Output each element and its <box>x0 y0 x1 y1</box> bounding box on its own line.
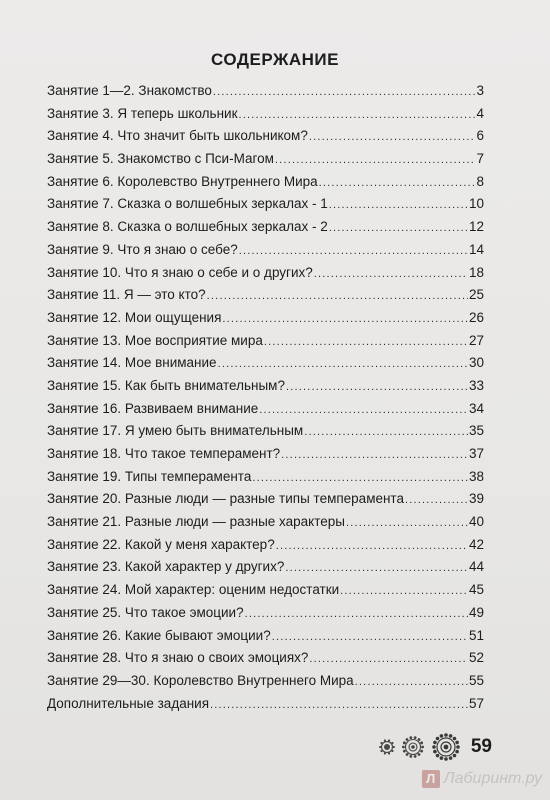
toc-dot-leader <box>218 353 468 376</box>
toc-entry-page: 34 <box>468 400 484 416</box>
toc-entry-title: Занятие 20. Разные люди — разные типы темперамента <box>47 491 404 507</box>
toc-dot-leader <box>405 489 468 512</box>
toc-dot-leader <box>346 512 468 535</box>
toc-entry-page: 42 <box>468 536 484 552</box>
toc-entry-page: 26 <box>468 309 484 325</box>
toc-entry-title: Занятие 14. Мое внимание <box>47 355 217 371</box>
table-of-contents <box>47 80 484 715</box>
toc-dot-leader <box>276 535 468 558</box>
toc-dot-leader <box>275 149 476 172</box>
toc-dot-leader <box>309 648 468 671</box>
toc-entry <box>47 216 484 239</box>
toc-dot-leader <box>239 240 468 263</box>
toc-entry <box>47 625 484 648</box>
toc-entry-page: 44 <box>468 559 484 575</box>
toc-entry-page: 37 <box>468 446 484 461</box>
toc-entry <box>47 125 484 148</box>
toc-entry-page: 27 <box>468 332 484 348</box>
toc-dot-leader <box>314 263 468 286</box>
toc-entry <box>47 262 484 285</box>
toc-entry-page: 35 <box>468 423 484 439</box>
toc-entry <box>47 670 484 693</box>
toc-entry-title: Занятие 13. Мое восприятие мира <box>47 332 263 348</box>
toc-entry-title: Занятие 15. Как быть внимательным? <box>47 377 285 393</box>
toc-entry-page: 30 <box>468 355 484 371</box>
flower-ornament-icon <box>431 732 461 762</box>
toc-entry-page: 33 <box>468 377 484 393</box>
toc-dot-leader <box>304 421 468 444</box>
toc-entry <box>47 80 484 103</box>
flower-ornament-icon <box>401 735 425 759</box>
toc-entry-page: 40 <box>468 514 484 530</box>
toc-entry-page: 39 <box>468 491 484 507</box>
toc-entry-page: 4 <box>476 105 484 121</box>
toc-entry <box>47 148 484 171</box>
toc-dot-leader <box>281 444 468 467</box>
toc-entry <box>47 398 484 421</box>
toc-entry <box>47 330 484 353</box>
toc-entry-page: 55 <box>468 672 484 688</box>
toc-entry <box>47 420 484 443</box>
toc-entry-title: Занятие 21. Разные люди — разные характеры <box>47 514 345 530</box>
toc-dot-leader <box>340 580 468 603</box>
toc-entry <box>47 488 484 511</box>
toc-entry-page: 51 <box>468 627 484 643</box>
toc-dot-leader <box>222 308 468 331</box>
page-number: 59 <box>470 736 492 757</box>
toc-entry-page: 45 <box>468 582 484 598</box>
toc-entry-title: Занятие 26. Какие бывают эмоции? <box>47 627 271 643</box>
toc-entry-page: 10 <box>468 196 484 212</box>
toc-entry-title: Занятие 6. Королевство Внутреннего Мира <box>47 173 318 189</box>
toc-entry <box>47 443 484 466</box>
flower-ornament-icon <box>379 739 395 755</box>
toc-dot-leader <box>264 331 468 354</box>
toc-entry-title: Занятие 17. Я умею быть внимательным <box>47 423 304 439</box>
toc-entry-title: Занятие 5. Знакомство с Пси-Магом <box>47 151 274 167</box>
toc-entry-page: 6 <box>476 128 484 144</box>
toc-entry-title: Занятие 24. Мой характер: оценим недостатки <box>47 582 340 598</box>
toc-entry-page: 7 <box>476 151 484 167</box>
toc-entry <box>47 171 484 194</box>
toc-entry <box>47 579 484 602</box>
toc-entry-page: 38 <box>468 468 484 484</box>
toc-entry <box>47 602 484 625</box>
toc-dot-leader <box>210 694 468 717</box>
toc-entry-title: Занятие 22. Какой у меня характер? <box>47 536 275 552</box>
toc-entry-title: Занятие 10. Что я знаю о себе и о других? <box>47 264 313 280</box>
toc-entry-page: 49 <box>468 604 484 620</box>
toc-entry-title: Занятие 12. Мои ощущения <box>47 309 222 325</box>
toc-entry <box>47 534 484 557</box>
toc-entry-title: Занятие 16. Развиваем внимание <box>47 400 259 416</box>
toc-entry-page: 14 <box>468 241 484 257</box>
toc-entry <box>47 193 484 216</box>
toc-entry-page: 25 <box>468 287 484 303</box>
toc-entry-title: Занятие 29—30. Королевство Внутреннего Мира <box>47 672 354 688</box>
toc-entry-title: Занятие 23. Какой характер у других? <box>47 559 285 575</box>
toc-entry-title: Занятие 7. Сказка о волшебных зеркалах - 1 <box>47 196 328 212</box>
page-footer <box>379 732 492 762</box>
toc-entry <box>47 239 484 262</box>
toc-dot-leader <box>286 376 468 399</box>
toc-entry <box>47 466 484 489</box>
toc-entry-title: Занятие 11. Я — это кто? <box>47 287 206 303</box>
watermark-logo-icon: Л <box>422 770 440 788</box>
toc-dot-leader <box>355 671 468 694</box>
toc-entry-page: 8 <box>476 173 484 189</box>
page-title: СОДЕРЖАНИЕ <box>211 50 339 69</box>
toc-entry-title: Занятие 9. Что я знаю о себе? <box>47 241 238 257</box>
toc-entry <box>47 284 484 307</box>
toc-entry-title: Занятие 19. Типы темперамента <box>47 468 252 484</box>
toc-entry-page: 52 <box>468 650 484 666</box>
toc-dot-leader <box>285 557 468 580</box>
toc-entry-title: Занятие 1—2. Знакомство <box>47 83 212 98</box>
toc-entry <box>47 556 484 579</box>
toc-entry <box>47 307 484 330</box>
toc-dot-leader <box>259 399 468 422</box>
toc-entry-page: 12 <box>468 219 484 235</box>
toc-dot-leader <box>238 104 475 127</box>
toc-dot-leader <box>319 172 476 195</box>
toc-entry <box>47 647 484 670</box>
toc-dot-leader <box>252 467 468 490</box>
toc-dot-leader <box>213 81 476 104</box>
watermark-text: Лабиринт.ру <box>443 770 542 787</box>
watermark <box>422 770 542 788</box>
toc-entry-title: Занятие 25. Что такое эмоции? <box>47 604 244 620</box>
toc-entry <box>47 693 484 716</box>
toc-dot-leader <box>272 626 468 649</box>
toc-dot-leader <box>207 285 468 308</box>
toc-entry-title: Занятие 3. Я теперь школьник <box>47 105 238 121</box>
toc-entry-page: 18 <box>468 264 484 280</box>
toc-entry-title: Занятие 28. Что я знаю о своих эмоциях? <box>47 650 309 666</box>
toc-dot-leader <box>245 603 468 626</box>
toc-entry <box>47 103 484 126</box>
toc-entry-title: Занятие 8. Сказка о волшебных зеркалах - 2 <box>47 219 328 235</box>
toc-entry-page: 57 <box>468 695 484 711</box>
toc-dot-leader <box>329 194 468 217</box>
toc-entry-title: Занятие 4. Что значит быть школьником? <box>47 128 308 144</box>
toc-entry-title: Дополнительные задания <box>47 695 210 711</box>
toc-entry <box>47 352 484 375</box>
toc-entry <box>47 511 484 534</box>
toc-dot-leader <box>309 126 476 149</box>
toc-entry-title: Занятие 18. Что такое темперамент? <box>47 446 281 461</box>
toc-entry <box>47 375 484 398</box>
toc-entry-page: 3 <box>476 83 484 98</box>
toc-dot-leader <box>329 217 468 240</box>
